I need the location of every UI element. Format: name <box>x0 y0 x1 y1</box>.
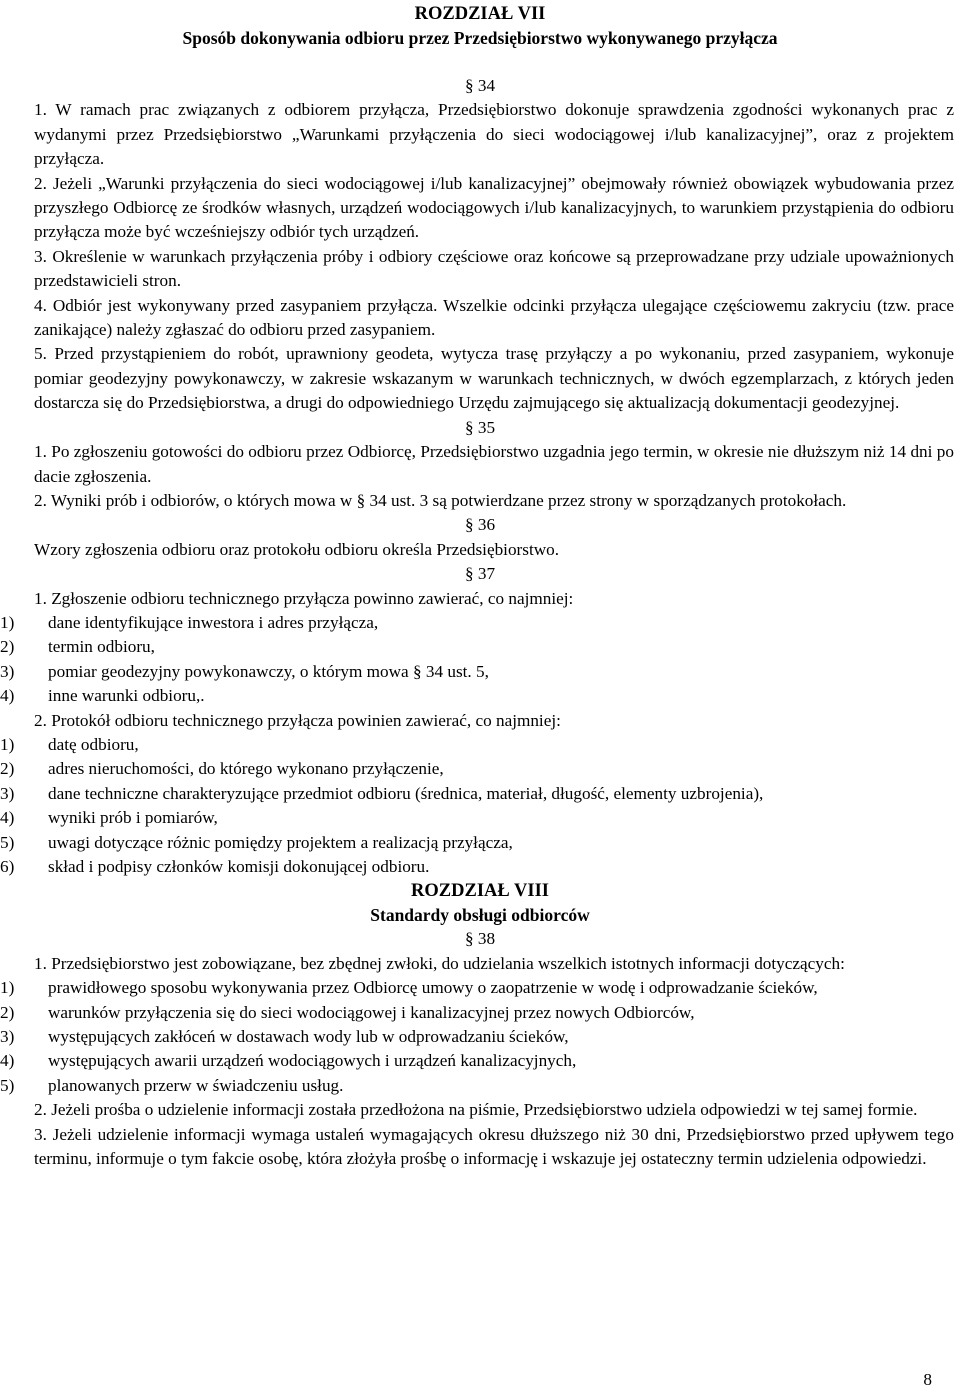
list-item-number: 3) <box>0 1027 15 1047</box>
section-37-heading: § 37 <box>464 564 496 584</box>
list-item <box>0 635 954 659</box>
chapter-7-subtitle: Sposób dokonywania odbioru przez Przedsiębiorstwo wykonywanego przyłącza <box>182 28 778 48</box>
section-34-item-5: 5. Przed przystąpieniem do robót, uprawniony geodeta, wytycza trasę przyłączy a po wykonaniu, przed zasypaniem, wykonuje pomiar geodezyjny powykonawczy, w zakresie wskazanym w warunkach technicznych, w dwóch egzemplarzach, z których jeden dostarcza się do Przedsiębiorstwa, a drugi do odpowiedniego Urzędu zajmującego się aktualizacją dokumentacji geodezyjnej. <box>34 344 954 413</box>
list-item-number: 1) <box>0 612 15 632</box>
list-item <box>0 733 954 757</box>
section-35-heading: § 35 <box>464 417 496 437</box>
list-item-number: 2) <box>0 637 15 657</box>
list-item-text: prawidłowego sposobu wykonywania przez Odbiorcę umowy o zaopatrzenie w wodę i odprowadzanie ścieków, <box>48 978 818 998</box>
list-item-number: 5) <box>0 832 15 852</box>
list-item <box>0 611 954 635</box>
list-item-number: 2) <box>0 1002 15 1022</box>
list-item <box>0 1049 954 1073</box>
list-item <box>0 782 954 806</box>
list-item <box>0 1001 954 1025</box>
section-37-intro-2: 2. Protokół odbioru technicznego przyłącza powinien zawierać, co najmniej: <box>34 710 561 730</box>
section-35-item-2: 2. Wyniki prób i odbiorów, o których mowa w § 34 ust. 3 są potwierdzane przez strony w sporządzanych protokołach. <box>34 490 847 510</box>
list-item-text: występujących zakłóceń w dostawach wody lub w odprowadzaniu ścieków, <box>48 1027 569 1047</box>
list-item <box>0 1025 954 1049</box>
chapter-7-title: ROZDZIAŁ VII <box>414 4 546 24</box>
section-38-list <box>0 976 960 1098</box>
list-item <box>0 660 954 684</box>
list-item-text: inne warunki odbioru,. <box>48 686 205 706</box>
section-37-list-2 <box>0 733 960 879</box>
section-34-heading: § 34 <box>464 76 496 95</box>
list-item-text: warunków przyłączenia się do sieci wodociągowej i kanalizacyjnej przez nowych Odbiorców, <box>48 1002 695 1022</box>
list-item-text: występujących awarii urządzeń wodociągowych i urządzeń kanalizacyjnych, <box>48 1051 577 1071</box>
list-item <box>0 855 954 879</box>
list-item-text: wyniki prób i pomiarów, <box>48 808 218 828</box>
list-item-text: adres nieruchomości, do którego wykonano przyłączenie, <box>48 759 444 779</box>
list-item <box>0 757 954 781</box>
page-number: 8 <box>923 1370 932 1389</box>
section-36-heading: § 36 <box>464 515 496 535</box>
list-item <box>0 976 954 1000</box>
section-34-item-1: 1. W ramach prac związanych z odbiorem przyłącza, Przedsiębiorstwo dokonuje sprawdzenia zgodności wykonanych prac z wydanymi przez Przedsiębiorstwo „Warunkami przyłączenia do sieci wodociągowej i/lub kanalizacyjnej”, oraz z projektem przyłącza. <box>34 100 954 169</box>
list-item-number: 4) <box>0 1051 15 1071</box>
section-37-list-1 <box>0 611 960 709</box>
list-item <box>0 806 954 830</box>
list-item <box>0 831 954 855</box>
section-36-text: Wzory zgłoszenia odbioru oraz protokołu odbioru określa Przedsiębiorstwo. <box>34 539 560 559</box>
list-item-number: 2) <box>0 759 15 779</box>
section-38-item-2: 2. Jeżeli prośba o udzielenie informacji została przedłożona na piśmie, Przedsiębiorstwo udziela odpowiedzi w tej samej formie. <box>34 1100 918 1120</box>
list-item-number: 6) <box>0 857 15 876</box>
list-item-text: dane techniczne charakteryzujące przedmiot odbioru (średnica, materiał, długość, elementy uzbrojenia), <box>48 783 764 803</box>
section-34-item-3: 3. Określenie w warunkach przyłączenia próby i odbiory częściowe oraz końcowe są przeprowadzane przy udziale upoważnionych przedstawicieli stron. <box>34 246 954 291</box>
list-item-number: 1) <box>0 978 15 998</box>
list-item-number: 3) <box>0 661 15 681</box>
list-item-number: 1) <box>0 734 15 754</box>
list-item-number: 4) <box>0 808 15 828</box>
chapter-8-title: ROZDZIAŁ VIII <box>411 881 549 902</box>
list-item-text: datę odbioru, <box>48 734 139 754</box>
chapter-8-subtitle: Standardy obsługi odbiorców <box>370 905 590 926</box>
list-item-text: skład i podpisy członków komisji dokonującej odbioru. <box>48 857 430 876</box>
section-38-intro: 1. Przedsiębiorstwo jest zobowiązane, bez zbędnej zwłoki, do udzielania wszelkich istotnych informacji dotyczących: <box>34 953 845 973</box>
list-item <box>0 1074 954 1098</box>
list-item <box>0 684 954 708</box>
section-37-intro-1: 1. Zgłoszenie odbioru technicznego przyłącza powinno zawierać, co najmniej: <box>34 588 574 608</box>
section-34-item-2: 2. Jeżeli „Warunki przyłączenia do sieci wodociągowej i/lub kanalizacyjnej” obejmowały również obowiązek wybudowania przez przyszłego Odbiorcę ze środków własnych, urządzeń wodociągowych i/lub kanalizacyjnych, to warunkiem przystąpienia do odbioru przyłącza może być wcześniejszy odbiór tych urządzeń. <box>34 173 954 242</box>
list-item-number: 5) <box>0 1075 15 1095</box>
list-item-text: planowanych przerw w świadczeniu usług. <box>48 1075 344 1095</box>
list-item-number: 3) <box>0 783 15 803</box>
list-item-text: uwagi dotyczące różnic pomiędzy projektem a realizacją przyłącza, <box>48 832 513 852</box>
list-item-text: dane identyfikujące inwestora i adres przyłącza, <box>48 612 379 632</box>
section-38-item-3: 3. Jeżeli udzielenie informacji wymaga ustaleń wymagających okresu dłuższego niż 30 dni, Przedsiębiorstwo przed upływem tego terminu, informuje o tym fakcie osobę, która złożyła prośbę o informację i wskazuje jej ostateczny termin udzielenia odpowiedzi. <box>34 1124 954 1169</box>
section-35-item-1: 1. Po zgłoszeniu gotowości do odbioru przez Odbiorcę, Przedsiębiorstwo uzgadnia jego termin, w okresie nie dłuższym niż 14 dni po dacie zgłoszenia. <box>34 442 954 486</box>
list-item-text: termin odbioru, <box>48 637 155 657</box>
list-item-text: pomiar geodezyjny powykonawczy, o którym mowa § 34 ust. 5, <box>48 661 489 681</box>
list-item-number: 4) <box>0 686 15 706</box>
section-38-heading: § 38 <box>464 929 496 949</box>
section-34-item-4: 4. Odbiór jest wykonywany przed zasypaniem przyłącza. Wszelkie odcinki przyłącza ulegające częściowemu zakryciu (tzw. prace zanikające) należy zgłaszać do odbioru przed zasypaniem. <box>34 295 954 340</box>
